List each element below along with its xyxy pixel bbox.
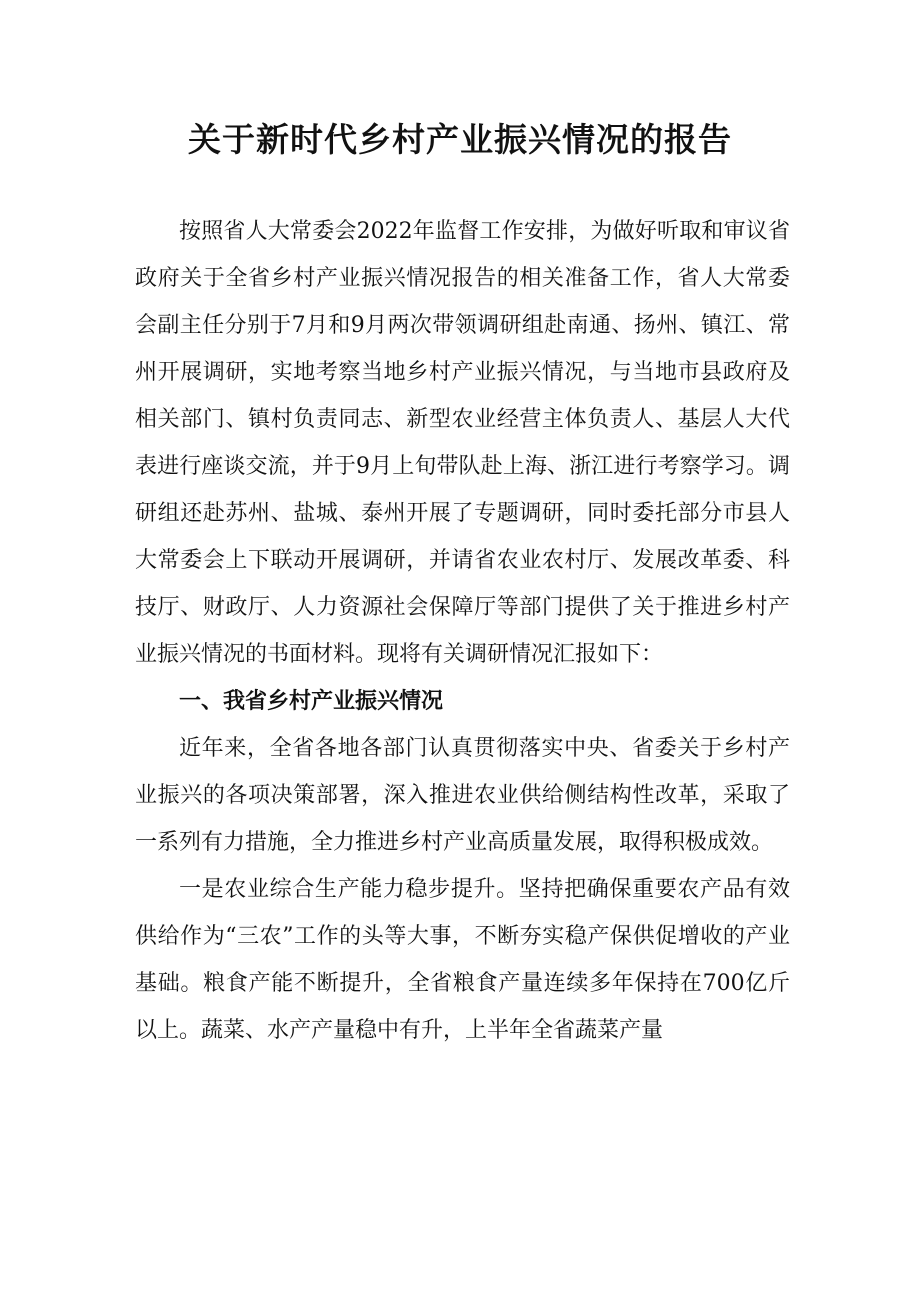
document-body <box>135 208 790 1054</box>
intro-paragraph: 按照省人大常委会2022年监督工作安排，为做好听取和审议省政府关于全省乡村产业振兴情况报告的相关准备工作，省人大常委会副主任分别于7月和9月两次带领调研组赴南通、扬州、镇江、常州开展调研，实地考察当地乡村产业振兴情况，与当地市县政府及相关部门、镇村负责同志、新型农业经营主体负责人、基层人大代表进行座谈交流，并于9月上旬带队赴上海、浙江进行考察学习。调研组还赴苏州、盐城、泰州开展了专题调研，同时委托部分市县人大常委会上下联动开展调研，并请省农业农村厅、发展改革委、科技厅、财政厅、人力资源社会保障厅等部门提供了关于推进乡村产业振兴情况的书面材料。现将有关调研情况汇报如下： <box>135 219 790 667</box>
document-title: 关于新时代乡村产业振兴情况的报告 <box>188 120 732 159</box>
section-heading: 一、我省乡村产业振兴情况 <box>179 689 444 714</box>
section-paragraph-overview: 近年来，全省各地各部门认真贯彻落实中央、省委关于乡村产业振兴的各项决策部署，深入推进农业供给侧结构性改革，采取了一系列有力措施，全力推进乡村产业高质量发展，取得积极成效。 <box>135 736 790 855</box>
section-paragraph-production-capacity: 一是农业综合生产能力稳步提升。坚持把确保重要农产品有效供给作为“三农”工作的头等大事，不断夯实稳产保供促增收的产业基础。粮食产能不断提升，全省粮食产量连续多年保持在700亿斤以上。蔬菜、水产产量稳中有升，上半年全省蔬菜产量 <box>135 877 790 1043</box>
